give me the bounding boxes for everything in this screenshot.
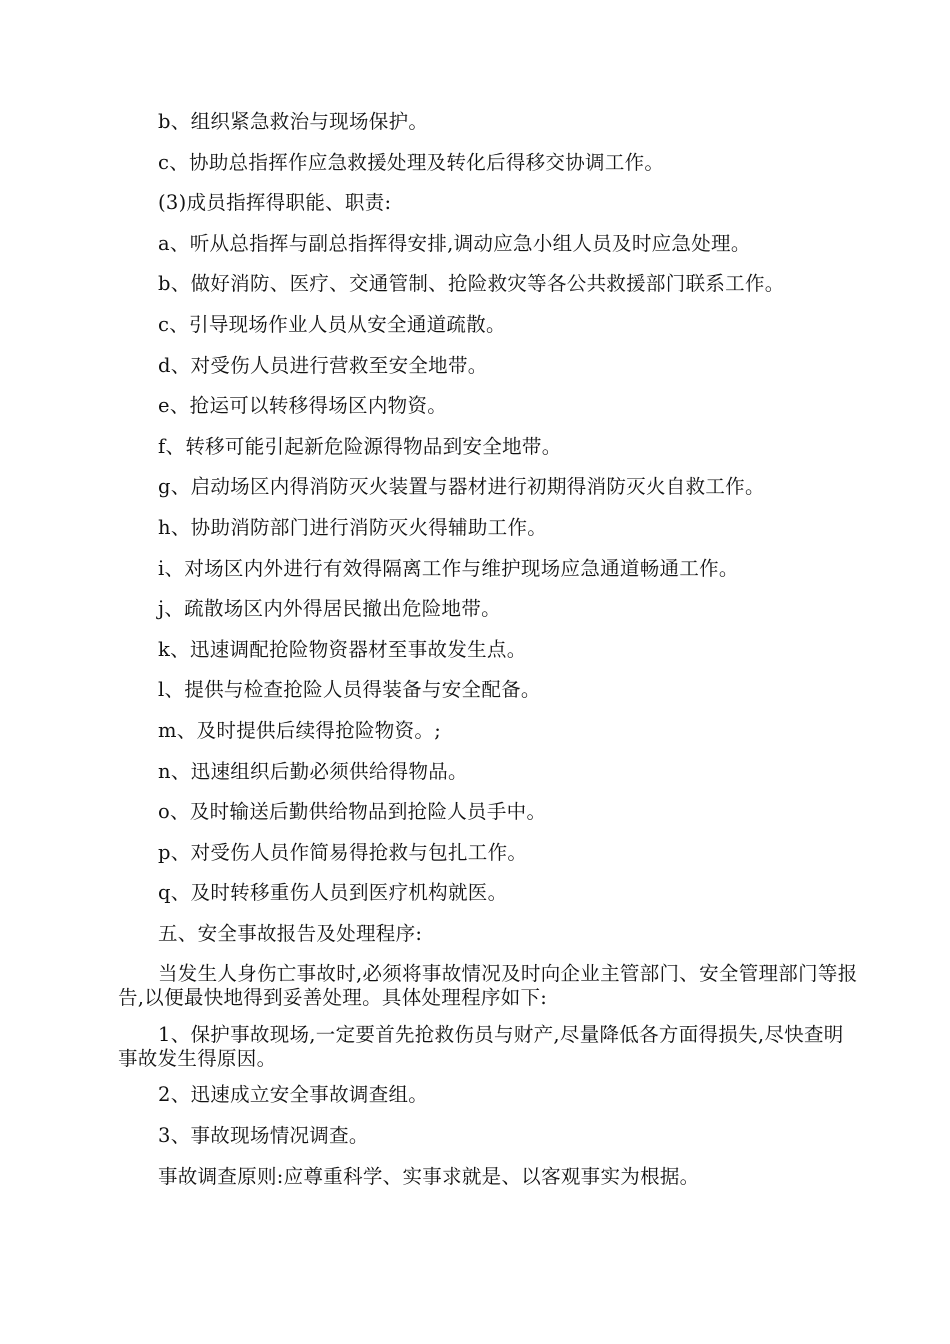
paragraph-b-emergency-treatment: b、组织紧急救治与现场保护。 bbox=[158, 110, 429, 133]
paragraph-q-transfer-injured: q、及时转移重伤人员到医疗机构就医。 bbox=[158, 881, 508, 905]
paragraph-j-evacuate-residents: j、疏散场区内外得居民撤出危险地带。 bbox=[158, 597, 501, 621]
paragraph-step-3-scene-investigation: 3、事故现场情况调查。 bbox=[158, 1124, 369, 1148]
paragraph-c-assist-commander: c、协助总指挥作应急救援处理及转化后得移交协调工作。 bbox=[158, 150, 665, 174]
paragraph-o-deliver-supplies: o、及时输送后勤供给物品到抢险人员手中。 bbox=[158, 800, 547, 824]
paragraph-a-obey-commander: a、听从总指挥与副总指挥得安排,调动应急小组人员及时应急处理。 bbox=[158, 231, 751, 255]
paragraph-member-duties-heading: (3)成员指挥得职能、职责: bbox=[158, 191, 392, 215]
paragraph-e-move-materials: e、抢运可以转移得场区内物资。 bbox=[158, 394, 448, 418]
paragraph-k-deploy-materials: k、迅速调配抢险物资器材至事故发生点。 bbox=[158, 637, 527, 661]
paragraph-step-1-protect-scene: 1、保护事故现场,一定要首先抢救伤员与财产,尽量降低各方面得损失,尽快查明事故发生得原因。 bbox=[118, 1022, 844, 1070]
paragraph-n-logistics: n、迅速组织后勤必须供给得物品。 bbox=[158, 759, 468, 783]
document-body bbox=[118, 110, 860, 1189]
paragraph-l-check-equipment: l、提供与检查抢险人员得装备与安全配备。 bbox=[158, 678, 541, 702]
paragraph-b-contact-rescue: b、做好消防、医疗、交通管制、抢险救灾等各公共救援部门联系工作。 bbox=[158, 272, 785, 296]
section-heading-accident-reporting: 五、安全事故报告及处理程序: bbox=[158, 921, 423, 945]
paragraph-g-fire-equipment: g、启动场区内得消防灭火装置与器材进行初期得消防灭火自救工作。 bbox=[158, 475, 765, 499]
paragraph-c-evacuation: c、引导现场作业人员从安全通道疏散。 bbox=[158, 312, 506, 336]
paragraph-step-2-investigation-team: 2、迅速成立安全事故调查组。 bbox=[158, 1083, 429, 1107]
paragraph-m-supply-materials: m、及时提供后续得抢险物资。; bbox=[158, 718, 442, 742]
paragraph-d-rescue-injured: d、对受伤人员进行营救至安全地带。 bbox=[158, 353, 488, 377]
paragraph-p-first-aid: p、对受伤人员作简易得抢救与包扎工作。 bbox=[158, 840, 528, 864]
paragraph-f-move-hazards: f、转移可能引起新危险源得物品到安全地带。 bbox=[158, 434, 562, 458]
paragraph-investigation-principle: 事故调查原则:应尊重科学、实事求就是、以客观事实为根据。 bbox=[158, 1164, 700, 1188]
paragraph-report-procedure: 当发生人身伤亡事故时,必须将事故情况及时向企业主管部门、安全管理部门等报告,以便最快地得到妥善处理。具体处理程序如下: bbox=[118, 962, 858, 1010]
paragraph-h-assist-firefighters: h、协助消防部门进行消防灭火得辅助工作。 bbox=[158, 515, 548, 539]
paragraph-i-isolation: i、对场区内外进行有效得隔离工作与维护现场应急通道畅通工作。 bbox=[158, 556, 739, 580]
